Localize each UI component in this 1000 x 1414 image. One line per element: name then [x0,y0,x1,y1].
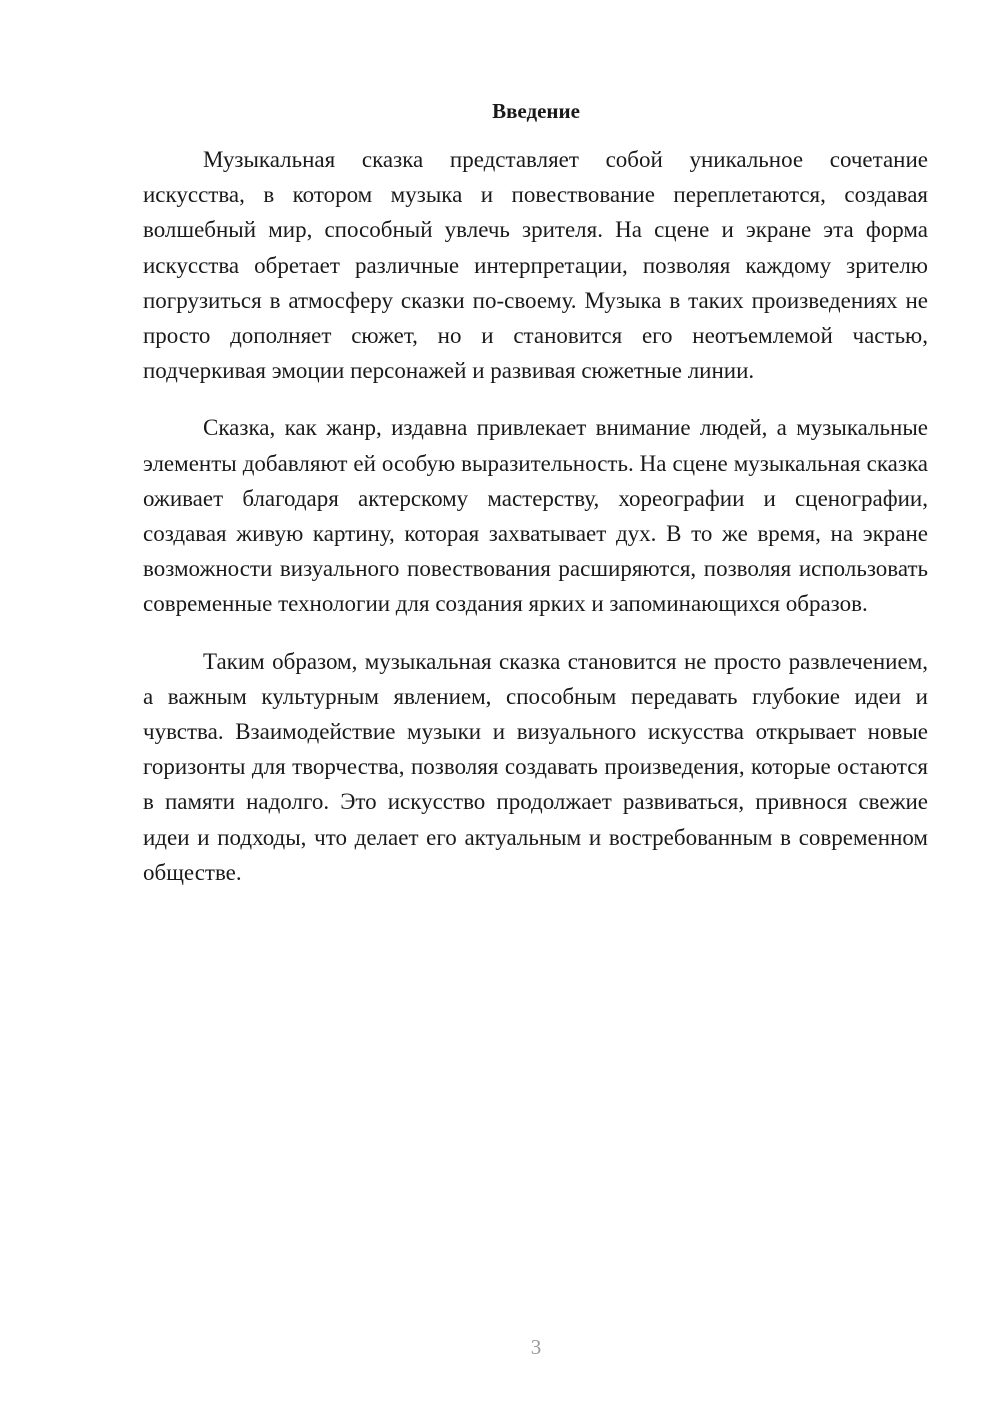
paragraph-1: Музыкальная сказка представляет собой уникальное сочетание искусства, в котором музыка и повествование переплетаются, создавая волшебный мир, способный увлечь зрителя. На сцене и экране эта форма искусства обретает различные интерпретации, позволяя каждому зрителю погрузиться в атмосферу сказки по-своему. Музыка в таких произведениях не просто дополняет сюжет, но и становится его неотъемлемой частью, подчеркивая эмоции персонажей и развивая сюжетные линии. [143,147,928,384]
section-title: Введение [492,99,580,123]
page-number: 3 [530,1335,542,1359]
paragraph-3: Таким образом, музыкальная сказка становится не просто развлечением, а важным культурным явлением, способным передавать глубокие идеи и чувства. Взаимодействие музыки и визуального искусства открывает новые горизонты для творчества, позволяя создавать произведения, которые остаются в памяти надолго. Это искусство продолжает развиваться, привнося свежие идеи и подходы, что делает его актуальным и востребованным в современном обществе. [143,648,928,885]
paragraph-2: Сказка, как жанр, издавна привлекает внимание людей, а музыкальные элементы добавляют ей особую выразительность. На сцене музыкальная сказка оживает благодаря актерскому мастерству, хореографии и сценографии, создавая живую картину, которая захватывает дух. В то же время, на экране возможности визуального повествования расширяются, позволяя использовать современные технологии для создания ярких и запоминающихся образов. [143,415,928,617]
body-text [143,142,928,912]
